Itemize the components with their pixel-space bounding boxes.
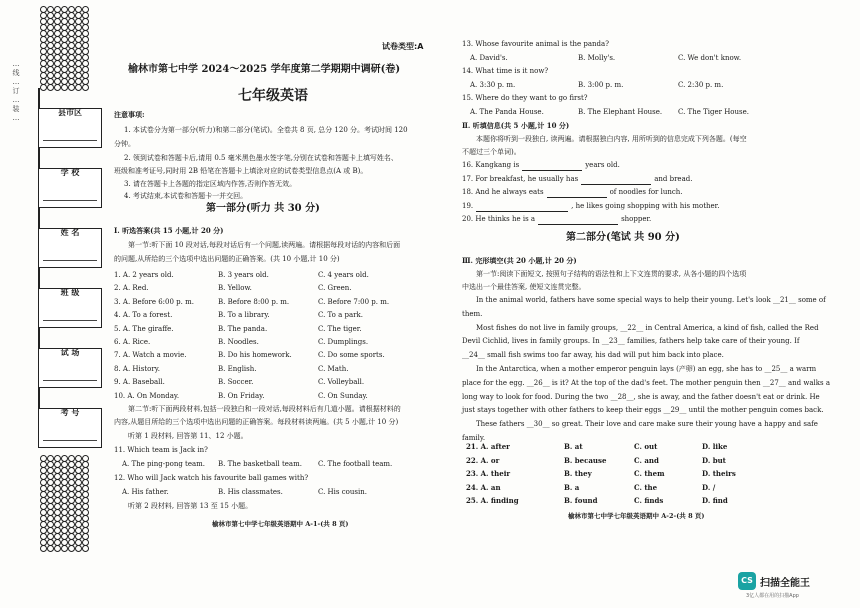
option-cell: C. the <box>634 482 658 492</box>
question-option-c: C. 4 years old. <box>318 271 369 279</box>
question-option-c: C. The tiger. <box>318 324 362 333</box>
fill-in-row <box>462 202 719 212</box>
brand-tagline: 3亿人都在用的扫描App <box>746 593 799 599</box>
info-box-label: 班 级 <box>60 288 80 297</box>
info-box-2 <box>38 228 102 268</box>
section1-intro-line: 的问题,从所给的三个选项中选出问题的正确答案。(共 10 小题,计 10 分) <box>114 255 340 263</box>
info-box-label: 县市区 <box>58 108 82 117</box>
right-footer: 榆林市第七中学七年级英语期中 A-2-(共 8 页) <box>568 512 705 520</box>
question-option-a: 3. A. Before 6:00 p. m. <box>114 297 194 306</box>
section2-intro-line: 本题你将听到一段独白, 读两遍。请根据独白内容, 用所听到的信息完成下列各题。(每空 <box>476 135 747 143</box>
school-title: 榆林市第七中学 2024～2025 学年度第二学期期中调研(卷) <box>128 64 401 75</box>
question-option-a: 8. A. History. <box>114 364 160 373</box>
question-12: 12. Who will Jack watch his favourite ball games with? <box>114 474 309 482</box>
option-cell: D. / <box>702 482 716 492</box>
fill-prefix: 20. He thinks he is a <box>462 215 536 223</box>
note-line: 1. 本试卷分为第一部分(听力)和第二部分(笔试)。全卷共 8 页, 总分 120 分。考试时间 120 <box>124 126 408 134</box>
question-14: 14. What time is it now? <box>462 67 549 75</box>
option-cell: B. they <box>564 469 592 478</box>
fill-suffix: , he likes going shopping with his mother. <box>571 201 720 210</box>
section3-heading: Ⅲ. 完形填空(共 20 小题,计 20 分) <box>462 256 577 265</box>
material1-note: 听第 1 段材料, 回答第 11、12 小题。 <box>128 432 248 440</box>
question-option-c: C. Math. <box>318 364 349 373</box>
passage-line: long way to look for food. During the two __28__, she is away, and the father doesn't eat or drink. He <box>462 392 820 401</box>
binding-hole-icon <box>82 84 89 91</box>
q14-option-b: B. 3:00 p. m. <box>578 81 624 89</box>
note-line: 班级和准考证号,同时用 2B 铅笔在答题卡上填涂对应的试卷类型信息点(A 或 B)。 <box>114 167 368 175</box>
question-option-c: C. To a park. <box>318 311 363 320</box>
info-box-1 <box>38 168 102 208</box>
question-option-a: 4. A. To a forest. <box>114 311 173 320</box>
q12-option-c: C. His cousin. <box>318 488 367 496</box>
q15-option-b: B. The Elephant House. <box>578 108 663 116</box>
answer-blank[interactable] <box>581 175 651 185</box>
option-cell: B. found <box>564 496 598 505</box>
question-option-c: C. On Sunday. <box>318 391 368 400</box>
note-line: 3. 请在答题卡上各题的指定区域内作答,否则作答无效。 <box>124 180 297 188</box>
info-box-write-line <box>43 320 97 321</box>
question-option-b: B. English. <box>218 364 257 373</box>
option-cell: D. but <box>702 455 726 465</box>
answer-blank[interactable] <box>522 161 582 171</box>
question-option-b: B. To a library. <box>218 311 270 320</box>
question-option-c: C. Before 7:00 p. m. <box>318 297 390 306</box>
info-box-write-line <box>43 440 97 441</box>
option-cell: D. like <box>702 442 728 451</box>
info-box-write-line <box>43 260 97 261</box>
left-footer: 榆林市第七中学七年级英语期中 A-1-(共 8 页) <box>212 520 349 528</box>
question-option-b: B. Before 8:00 p. m. <box>218 297 290 306</box>
passage-line: Devil Cichlid, lives in family groups. In __23__ families, fathers help take care of their young. If <box>462 337 800 346</box>
question-option-c: C. Volleyball. <box>318 378 365 387</box>
passage-line: just stays together with other fathers to keep their eggs __29__ until the mother penguin comes back. <box>462 406 824 415</box>
section2-intro-line: 不超过三个单词)。 <box>462 148 521 156</box>
option-cell: D. theirs <box>702 469 736 478</box>
binding-hole-icon <box>75 84 82 91</box>
question-option-b: B. Yellow. <box>218 284 252 293</box>
part1-title: 第一部分(听力 共 30 分) <box>206 203 320 214</box>
section1-intro-line: 第一节:听下面 10 段对话,每段对话后有一个问题,读两遍。请根据每段对话的内容和后面 <box>128 241 401 249</box>
info-box-4 <box>38 348 102 388</box>
q11-option-a: A. The ping-pong team. <box>122 460 206 468</box>
question-option-b: B. On Friday. <box>218 391 265 400</box>
note-line: 4. 考试结束,本试卷和答题卡一并交回。 <box>124 192 248 200</box>
answer-blank[interactable] <box>538 215 618 225</box>
question-option-b: B. The panda. <box>218 324 268 333</box>
binding-hole-icon <box>75 545 82 552</box>
binding-hole-icon <box>61 84 68 91</box>
q15-option-a: A. The Panda House. <box>470 108 544 116</box>
passage-line: family. <box>462 434 486 442</box>
passage-line: place for the egg. __26__ is it? At the top of the dad's feet. The mother penguin then __27__ and walks a <box>462 378 831 387</box>
info-box-label: 考 号 <box>60 408 80 417</box>
subject-title: 七年级英语 <box>238 88 308 104</box>
q12-option-a: A. His father. <box>122 488 169 496</box>
option-cell: C. and <box>634 455 659 465</box>
option-cell: 25. A. finding <box>466 496 519 505</box>
option-cell: B. because <box>564 455 607 465</box>
binding-hole-icon <box>68 84 75 91</box>
section1-heading: Ⅰ. 听选答案(共 15 小题,计 20 分) <box>114 226 224 235</box>
q13-option-c: C. We don't know. <box>678 54 742 62</box>
question-option-a: 9. A. Baseball. <box>114 378 165 387</box>
fill-prefix: 16. Kangkang is <box>462 161 520 169</box>
part2-title: 第二部分(笔试 共 90 分) <box>566 232 680 243</box>
section3-intro-line: 中选出一个最佳答案, 使短文连贯完整。 <box>462 283 586 291</box>
binding-hole-icon <box>47 545 54 552</box>
binding-hole-icon <box>82 545 89 552</box>
info-box-0 <box>38 108 102 148</box>
passage-line: In the animal world, fathers have some special ways to help their young. Let's look __21__ some of <box>476 296 826 304</box>
binding-margin <box>0 0 108 608</box>
q11-option-b: B. The basketball team. <box>218 460 302 468</box>
question-11: 11. Which team is Jack in? <box>114 446 208 454</box>
info-box-label: 姓 名 <box>60 228 80 237</box>
q13-option-a: A. David's. <box>470 54 508 62</box>
binding-vertical-text: … 线 … 订 … 装 … <box>12 60 20 122</box>
option-cell: 22. A. or <box>466 455 500 465</box>
fill-suffix: of noodles for lunch. <box>609 188 683 196</box>
fill-in-row <box>462 188 683 198</box>
info-box-5 <box>38 408 102 448</box>
section2-heading: Ⅱ. 听填信息(共 5 小题,计 10 分) <box>462 121 570 130</box>
q14-option-a: A. 3:30 p. m. <box>470 81 516 89</box>
fill-suffix: and bread. <box>654 174 693 183</box>
passage-line: Most fishes do not live in family groups, __22__ in Central America, a kind of fish, called the Red <box>476 323 819 332</box>
question-option-b: B. 3 years old. <box>218 271 269 279</box>
question-option-c: C. Green. <box>318 284 352 293</box>
option-cell: 24. A. an <box>466 482 501 492</box>
binding-hole-icon <box>40 545 47 552</box>
question-option-c: C. Dumplings. <box>318 338 369 346</box>
question-option-a: 1. A. 2 years old. <box>114 271 174 279</box>
fill-prefix: 17. For breakfast, he usually has <box>462 174 579 183</box>
section2-intro-line: 第二节:听下面两段材料,包括一段独白和一段对话,每段材料后有几道小题。请根据材料的 <box>128 405 401 413</box>
passage-line: These fathers __30__ so great. Their love and care make sure their young have a happy and safe <box>476 420 818 429</box>
q15-option-c: C. The Tiger House. <box>678 108 749 116</box>
question-option-a: 6. A. Rice. <box>114 338 151 346</box>
option-cell: B. a <box>564 482 580 492</box>
info-box-3 <box>38 288 102 328</box>
fill-in-row <box>462 175 692 185</box>
exam-type: 试卷类型:A <box>382 42 424 51</box>
info-box-write-line <box>43 380 97 381</box>
binding-holes-bottom <box>40 455 90 551</box>
question-option-b: B. Soccer. <box>218 378 254 387</box>
question-13: 13. Whose favourite animal is the panda? <box>462 40 609 48</box>
option-cell: 23. A. their <box>466 469 511 478</box>
option-cell: C. finds <box>634 496 664 505</box>
info-box-write-line <box>43 200 97 201</box>
info-box-write-line <box>43 140 97 141</box>
question-option-a: 10. A. On Monday. <box>114 391 180 400</box>
q11-option-c: C. The football team. <box>318 460 393 468</box>
binding-holes-top <box>40 6 90 90</box>
q13-option-b: B. Molly's. <box>578 54 616 62</box>
answer-blank[interactable] <box>476 202 568 212</box>
answer-blank[interactable] <box>547 188 607 198</box>
option-cell: D. find <box>702 496 728 505</box>
q12-option-b: B. His classmates. <box>218 488 283 496</box>
binding-hole-icon <box>61 545 68 552</box>
passage-line: __24__ small fish swims too far away, his dad will put him back into place. <box>462 351 724 360</box>
fill-suffix: shopper. <box>621 215 652 223</box>
question-option-b: B. Noodles. <box>218 338 259 346</box>
info-box-label: 学 校 <box>60 168 80 177</box>
notes-heading: 注意事项: <box>114 110 145 119</box>
passage-line: them. <box>462 309 483 318</box>
binding-hole-icon <box>68 545 75 552</box>
note-line: 2. 领到试卷和答题卡后,请用 0.5 毫米黑色墨水签字笔,分别在试卷和答题卡上填写姓名、 <box>124 154 398 162</box>
cs-logo-icon: CS <box>738 572 756 590</box>
note-line: 分钟。 <box>114 140 135 148</box>
question-15: 15. Where do they want to go first? <box>462 94 588 102</box>
section2-intro-line: 内容,从题目所给的三个选项中选出问题的正确答案。每段材料读两遍。(共 5 小题,计 10 分) <box>114 418 399 426</box>
fill-prefix: 18. And he always eats <box>462 188 544 196</box>
question-option-c: C. Do some sports. <box>318 351 385 360</box>
brand-name: 扫描全能王 <box>760 578 810 589</box>
option-cell: B. at <box>564 442 583 451</box>
info-box-label: 试 场 <box>60 348 80 357</box>
option-cell: C. out <box>634 442 658 451</box>
question-option-a: 5. A. The giraffe. <box>114 324 174 333</box>
material2-note: 听第 2 段材料, 回答第 13 至 15 小题。 <box>128 502 253 510</box>
scanner-watermark <box>738 570 846 604</box>
fill-prefix: 19. <box>462 201 474 210</box>
fill-in-row <box>462 215 651 225</box>
fill-suffix: years old. <box>585 161 620 169</box>
option-cell: C. them <box>634 469 665 478</box>
question-option-b: B. Do his homework. <box>218 351 292 360</box>
fill-in-row <box>462 161 620 171</box>
section3-intro-line: 第一节:阅读下面短文, 按照句子结构的语法性和上下文连贯的要求, 从各小题的四个选项 <box>476 270 747 278</box>
question-option-a: 7. A. Watch a movie. <box>114 351 187 360</box>
q14-option-c: C. 2:30 p. m. <box>678 81 724 89</box>
passage-line: In the Antarctica, when a mother emperor penguin lays (产卵) an egg, she has to __25__ a warm <box>476 365 817 373</box>
question-option-a: 2. A. Red. <box>114 284 149 293</box>
binding-hole-icon <box>54 545 61 552</box>
option-cell: 21. A. after <box>466 442 510 451</box>
